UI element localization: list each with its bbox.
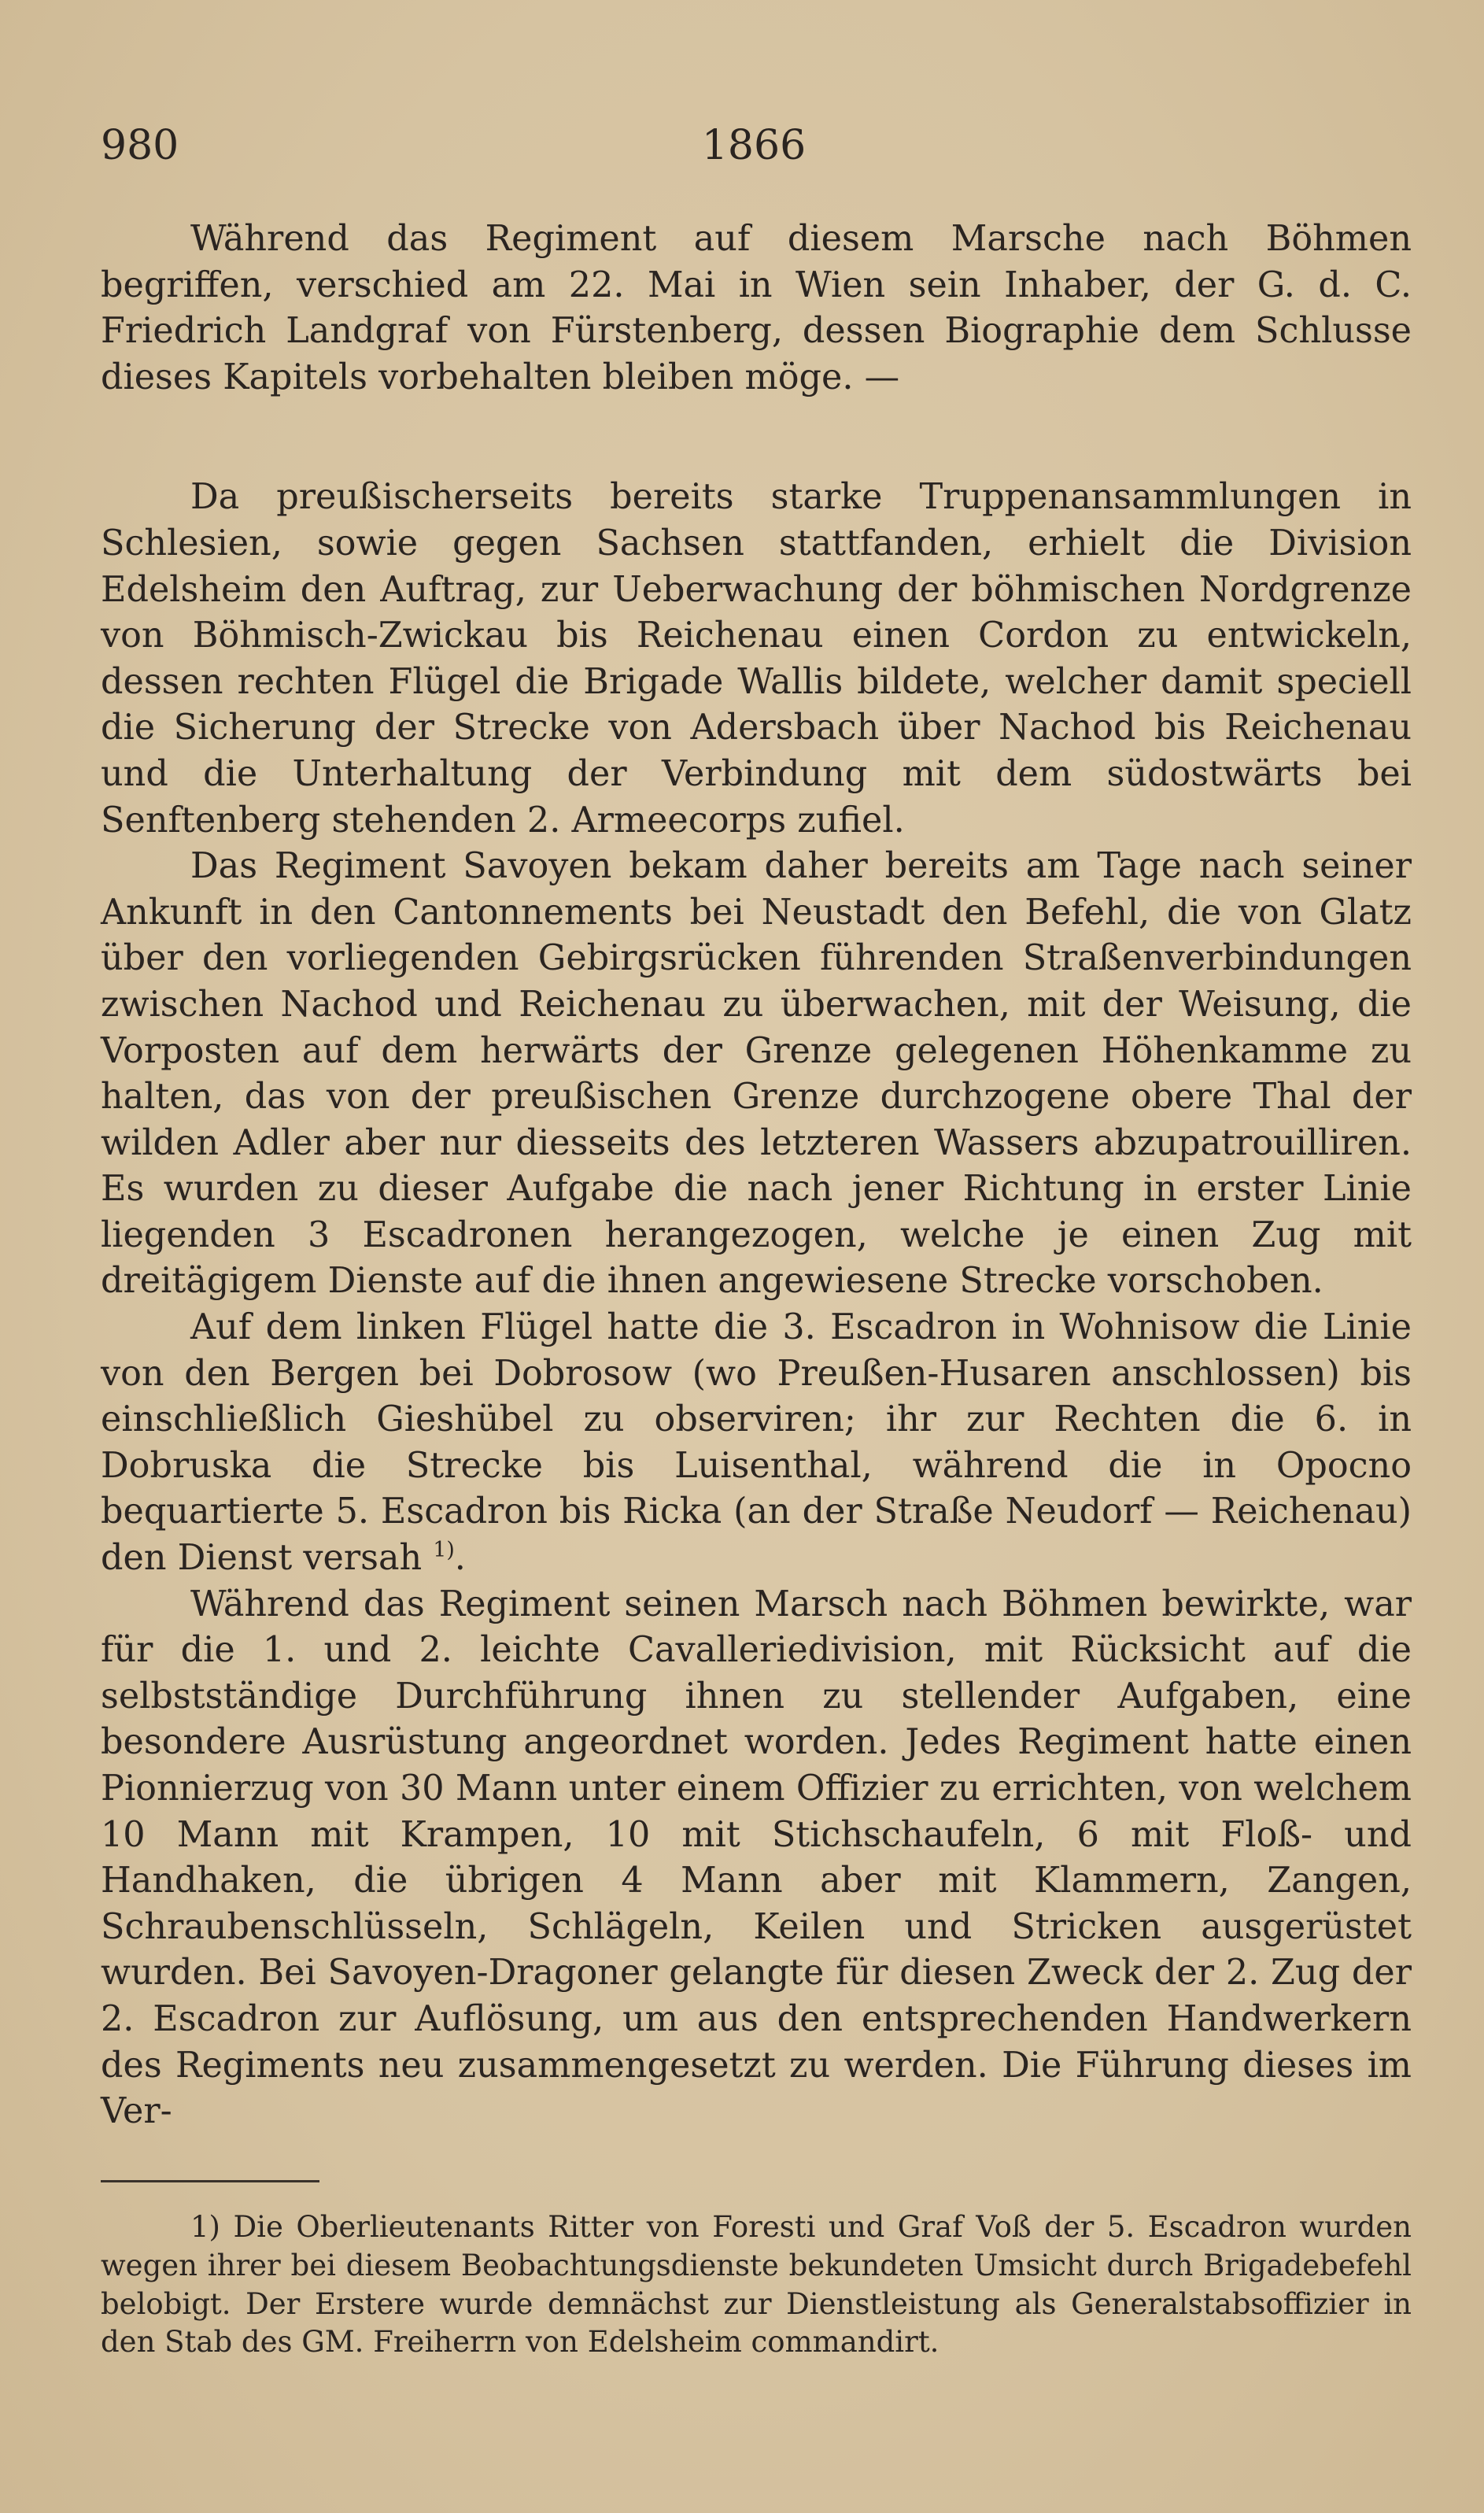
body-text bbox=[101, 216, 1412, 2135]
paragraph-4-text: Auf dem linken Flügel hatte die 3. Escadron in Wohnisow die Linie von den Bergen bei Dobrosow (wo Preußen-Husaren anschlossen) bis einschließlich Gieshübel zu observiren; ihr zur Rechten die 6. in Dobruska die Strecke bis Luisenthal, während die in Opocno bequartierte 5. Escadron bis Ricka (an der Straße Neudorf — Reichenau) den Dienst versah bbox=[101, 1307, 1412, 1579]
footnote-1 bbox=[101, 2208, 1412, 2362]
footnote-marker: 1) bbox=[190, 2210, 220, 2244]
paragraph-5: Während das Regiment seinen Marsch nach Böhmen bewirkte, war für die 1. und 2. leichte Cavalleriedivision, mit Rücksicht auf die selbstständige Durchführung ihnen zu stellender Aufgaben, eine besondere Ausrüstung angeordnet worden. Jedes Regiment hatte einen Pionnierzug von 30 Mann unter einem Offizier zu errichten, von welchem 10 Mann mit Krampen, 10 mit Stichschaufeln, 6 mit Floß- und Handhaken, die übrigen 4 Mann aber mit Klammern, Zangen, Schraubenschlüsseln, Schlägeln, Keilen und Stricken ausgerüstet wurden. Bei Savoyen-Dragoner gelangte für diesen Zweck der 2. Zug der 2. Escadron zur Auflösung, um aus den entsprechenden Handwerkern des Regiments neu zusammengesetzt zu werden. Die Führung dieses im Ver- bbox=[101, 1584, 1412, 2132]
paragraph-4-end: . bbox=[454, 1538, 466, 1579]
page-number: 980 bbox=[101, 122, 179, 169]
paragraph-3: Das Regiment Savoyen bekam daher bereits am Tage nach seiner Ankunft in den Cantonnements bei Neustadt den Befehl, die von Glatz über den vorliegenden Gebirgsrücken führenden Straßenverbindungen zwischen Nachod und Reichenau zu überwachen, mit der Weisung, die Vorposten auf dem herwärts der Grenze gelegenen Höhenkamme zu halten, das von der preußischen Grenze durchzogene obere Thal der wilden Adler aber nur diesseits des letzteren Wassers abzupatrouilliren. Es wurden zu dieser Aufgabe die nach jener Richtung in erster Linie liegenden 3 Escadronen herangezogen, welche je einen Zug mit dreitägigem Dienste auf die ihnen angewiesene Strecke vorschoben. bbox=[101, 846, 1412, 1302]
running-title-year: 1866 bbox=[701, 122, 807, 169]
footnotes bbox=[101, 2208, 1412, 2362]
footnote-reference[interactable]: 1) bbox=[433, 1538, 455, 1563]
footnote-divider bbox=[101, 2180, 319, 2182]
running-header bbox=[101, 118, 1407, 173]
paragraph-2: Da preußischerseits bereits starke Truppenansammlungen in Schlesien, sowie gegen Sachsen stattfanden, erhielt die Division Edelsheim den Auftrag, zur Ueberwachung der böhmischen Nordgrenze von Böhmisch-Zwickau bis Reichenau einen Cordon zu entwickeln, dessen rechten Flügel die Brigade Wallis bildete, welcher damit speciell die Sicherung der Strecke von Adersbach über Nachod bis Reichenau und die Unterhaltung der Verbindung mit dem südostwärts bei Senftenberg stehenden 2. Armeecorps zufiel. bbox=[101, 477, 1412, 841]
footnote-text: Die Oberlieutenants Ritter von Foresti und Graf Voß der 5. Escadron wurden wegen ihrer bei diesem Beobachtungsdienste bekundeten Umsicht durch Brigadebefehl belobigt. Der Erstere wurde demnächst zur Dienstleistung als Generalstabsoffizier in den Stab des GM. Freiherrn von Edelsheim commandirt. bbox=[101, 2210, 1412, 2360]
paragraph-1: Während das Regiment auf diesem Marsche nach Böhmen begriffen, verschied am 22. Mai in Wien sein Inhaber, der G. d. C. Friedrich Landgraf von Fürstenberg, dessen Biographie dem Schlusse dieses Kapitels vorbehalten bleiben möge. — bbox=[101, 219, 1412, 397]
paragraph-4 bbox=[101, 1305, 1412, 1582]
